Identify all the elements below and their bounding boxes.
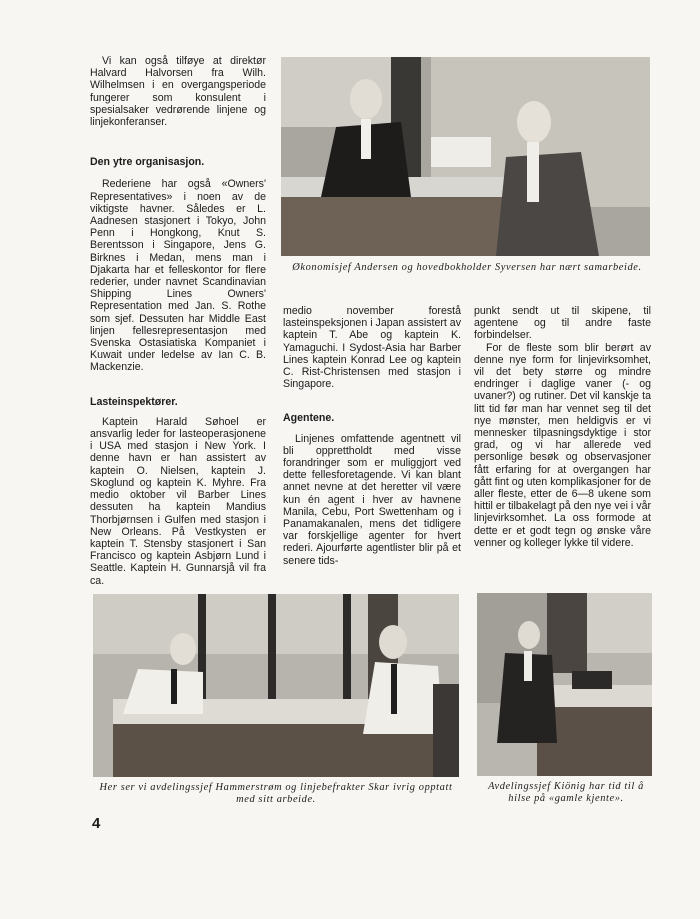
column-3 [474,305,651,549]
inspectors-paragraph: Kaptein Harald Søhoel er ansvarlig leder for lasteoperasjonene i USA med stasjon i New York. I denne havn er han assistert av kaptein O. Nielsen, kaptein J. Skoglund og kaptein K. Myhre. Fra medio oktober vil Barber Lines dessuten ha kaptein Mandius Thorbjørnsen i Gulfen med stasjon i New Orleans. På Vestkysten er kaptein T. Stensby stasjonert i San Francisco og kaptein Asbjørn Lund i Seattle. Kaptein H. Gunnarsjå vil fra ca. [90,415,266,587]
organisation-paragraph: Rederiene har også «Owners' Representatives» i noen av de viktigste havner. Således er L. Aadnesen stasjonert i Tokyo, John Penn i Hongkong, Knut S. Berentsson i Singapore, Jens G. Birknes i Medan, mens man i Djakarta har et felleskontor for flere rederier, under navnet Scandinavian Shipping Lines Owners' Representation med Jan. S. Rothe som sjef. Dessuten har Middle East linjen fellesrepresentasjon med Svenska Ostasiatiska Kompaniet i Kuwait under ledelse av Ian C. B. Mackenzie. [90,178,266,374]
column-1 [90,55,266,587]
intro-paragraph: Vi kan også tilføye at direktør Halvard Halvorsen fra Wilh. Wilhelmsen i en overgangsperiode fungerer som konsulent i spesialsaker vedrørende linjene og linjekonferanser. [90,55,266,129]
heading-cargo-inspectors: Lasteinspektører. [90,395,178,408]
agents-paragraph: Linjenes omfattende agentnett vil bli opprettholdt med visse forandringer som er muliggjort ved dette fellesforetagende. Vi kan blant annet nevne at det heretter vil være kun én agent i hver av havnene Manila, Cebu, Port Swettenham og i Panamakanalen, mens det tidligere var forskjellige agenter for hvert rederi. Ajourførte agentlister blir på et senere tids- [283,432,461,567]
caption-bottom-left-photo: Her ser vi avdelingssjef Hammerstrøm og linjebefrakter Skar ivrig opptatt med sitt arbeide. [99,782,453,805]
heading-outer-organisation: Den ytre organisasjon. [90,156,205,169]
column-3-continuation: punkt sendt ut til skipene, til agentene og til andre faste forbindelser. [474,305,651,342]
office-photo-image [93,594,459,777]
caption-top-photo: Økonomisjef Andersen og hovedbokholder Syversen har nært samarbeide. [292,262,642,273]
photo-hammerstrom-skar [93,594,459,777]
caption-bottom-right-photo: Avdelingssjef Kiönig har tid til å hilse på «gamle kjente». [488,781,644,804]
column-2 [283,305,461,567]
office-photo-image [281,57,650,256]
office-photo-image [477,593,652,776]
heading-agents: Agentene. [283,412,335,425]
closing-paragraph: For de fleste som blir berørt av denne nye form for linjevirksomhet, vil det bety større og mindre endringer i daglige vaner (- og uvaner?) og rutiner. Det vil kanskje ta litt tid før man har vennet seg til det nye mønster, men heldigvis er vi mennesker tilpasningsdyktige i stor grad, og vi har allerede ved personlige besøk og observasjoner fått erfaring for at overgangen har gått fint og uten komplikasjoner for de aller fleste, etter de 6—8 ukene som hittil er tilbakelagt på den nye vei i vår linjevirksomhet. La oss formode at dette er et godt tegn og ønske våre venner og kolleger lykke til videre. [474,341,651,549]
page-number: 4 [92,815,101,832]
photo-andersen-syversen [281,57,650,256]
photo-kionig [477,593,652,776]
column-2-continuation: medio november forestå lasteinspeksjonen i Japan assistert av kaptein T. Abe og kaptein K. Yamaguchi. I Sydost-Asia har Barber Lines kaptein Konrad Lee og kaptein C. Rist-Christensen med stasjon i Singapore. [283,305,461,391]
